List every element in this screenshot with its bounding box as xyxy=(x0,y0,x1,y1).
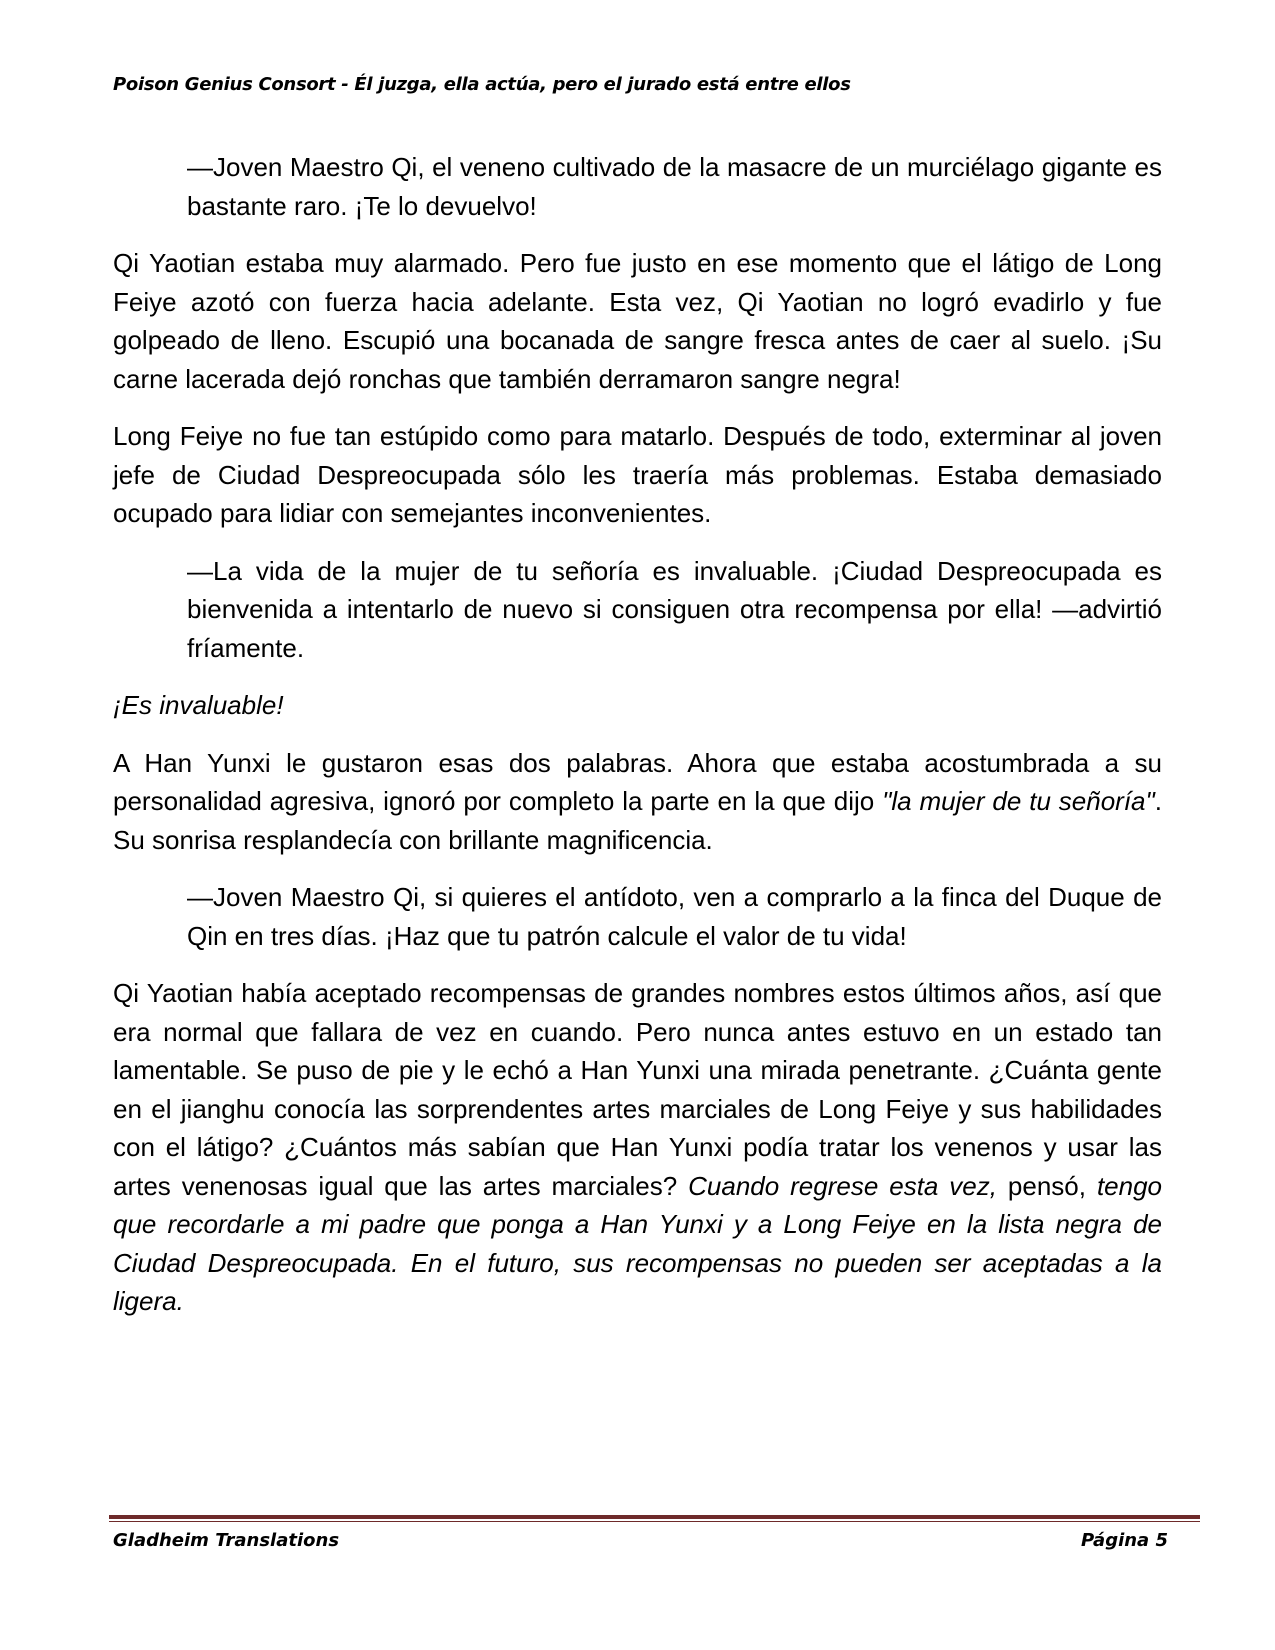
paragraph-dialogue-7: —Joven Maestro Qi, si quieres el antídoto, ven a comprarlo a la finca del Duque de Qin en tres días. ¡Haz que tu patrón calcule el valor de tu vida! xyxy=(187,882,1162,951)
page-body xyxy=(113,148,1162,1340)
paragraph-6-italic-quote: "la mujer de tu señoría" xyxy=(882,786,1155,816)
footer-divider-thick xyxy=(109,1515,1200,1519)
paragraph-6-text-c: . Su sonrisa resplandecía con brillante magnificencia. xyxy=(113,786,1162,855)
paragraph-8 xyxy=(113,974,1162,1321)
paragraph-8-text-c: pensó, xyxy=(997,1170,1097,1201)
footer-divider xyxy=(109,1515,1200,1522)
paragraph-5-italic: ¡Es invaluable! xyxy=(113,690,284,720)
paragraph-6 xyxy=(113,744,1162,860)
paragraph-dialogue-4: —La vida de la mujer de tu señoría es invaluable. ¡Ciudad Despreocupada es bienvenida a intentarlo de nuevo si consiguen otra recompensa por ella! —advirtió fríamente. xyxy=(187,555,1162,663)
footer-page-number: Página 5 xyxy=(1081,1530,1168,1551)
footer-divider-thin xyxy=(109,1521,1200,1522)
paragraph-8-italic-b: Cuando regrese esta vez, xyxy=(688,1170,997,1201)
paragraph-dialogue-1: —Joven Maestro Qi, el veneno cultivado de la masacre de un murciélago gigante es bastante raro. ¡Te lo devuelvo! xyxy=(187,152,1162,221)
paragraph-6-text-a: A Han Yunxi le gustaron esas dos palabras. Ahora que estaba acostumbrada a su personalidad agresiva, ignoró por completo la parte en la que dijo xyxy=(113,747,1162,816)
paragraph-8-italic-d: tengo que recordarle a mi padre que ponga a Han Yunxi y a Long Feiye en la lista negra de Ciudad Despreocupada. En el futuro, sus recompensas no pueden ser aceptadas a la ligera. xyxy=(113,1170,1163,1316)
page-header: Poison Genius Consort - Él juzga, ella actúa, pero el jurado está entre ellos xyxy=(113,74,851,95)
footer-publisher: Gladheim Translations xyxy=(113,1530,340,1551)
paragraph-3: Long Feiye no fue tan estúpido como para matarlo. Después de todo, exterminar al joven jefe de Ciudad Despreocupada sólo les traería más problemas. Estaba demasiado ocupado para lidiar con semejantes inconvenientes. xyxy=(113,421,1162,528)
paragraph-8-text-a: Qi Yaotian había aceptado recompensas de grandes nombres estos últimos años, así que era normal que fallara de vez en cuando. Pero nunca antes estuvo en un estado tan lamentable. Se puso de pie y le echó a Han Yunxi una mirada penetrante. ¿Cuánta gente en el jianghu conocía las sorprendentes artes marciales de Long Feiye y sus habilidades con el látigo? ¿Cuántos más sabían que Han Yunxi podía tratar los venenos y usar las artes venenosas igual que las artes marciales? xyxy=(113,978,1162,1201)
paragraph-2: Qi Yaotian estaba muy alarmado. Pero fue justo en ese momento que el látigo de Long Feiye azotó con fuerza hacia adelante. Esta vez, Qi Yaotian no logró evadirlo y fue golpeado de lleno. Escupió una bocanada de sangre fresca antes de caer al suelo. ¡Su carne lacerada dejó ronchas que también derramaron sangre negra! xyxy=(113,248,1162,394)
